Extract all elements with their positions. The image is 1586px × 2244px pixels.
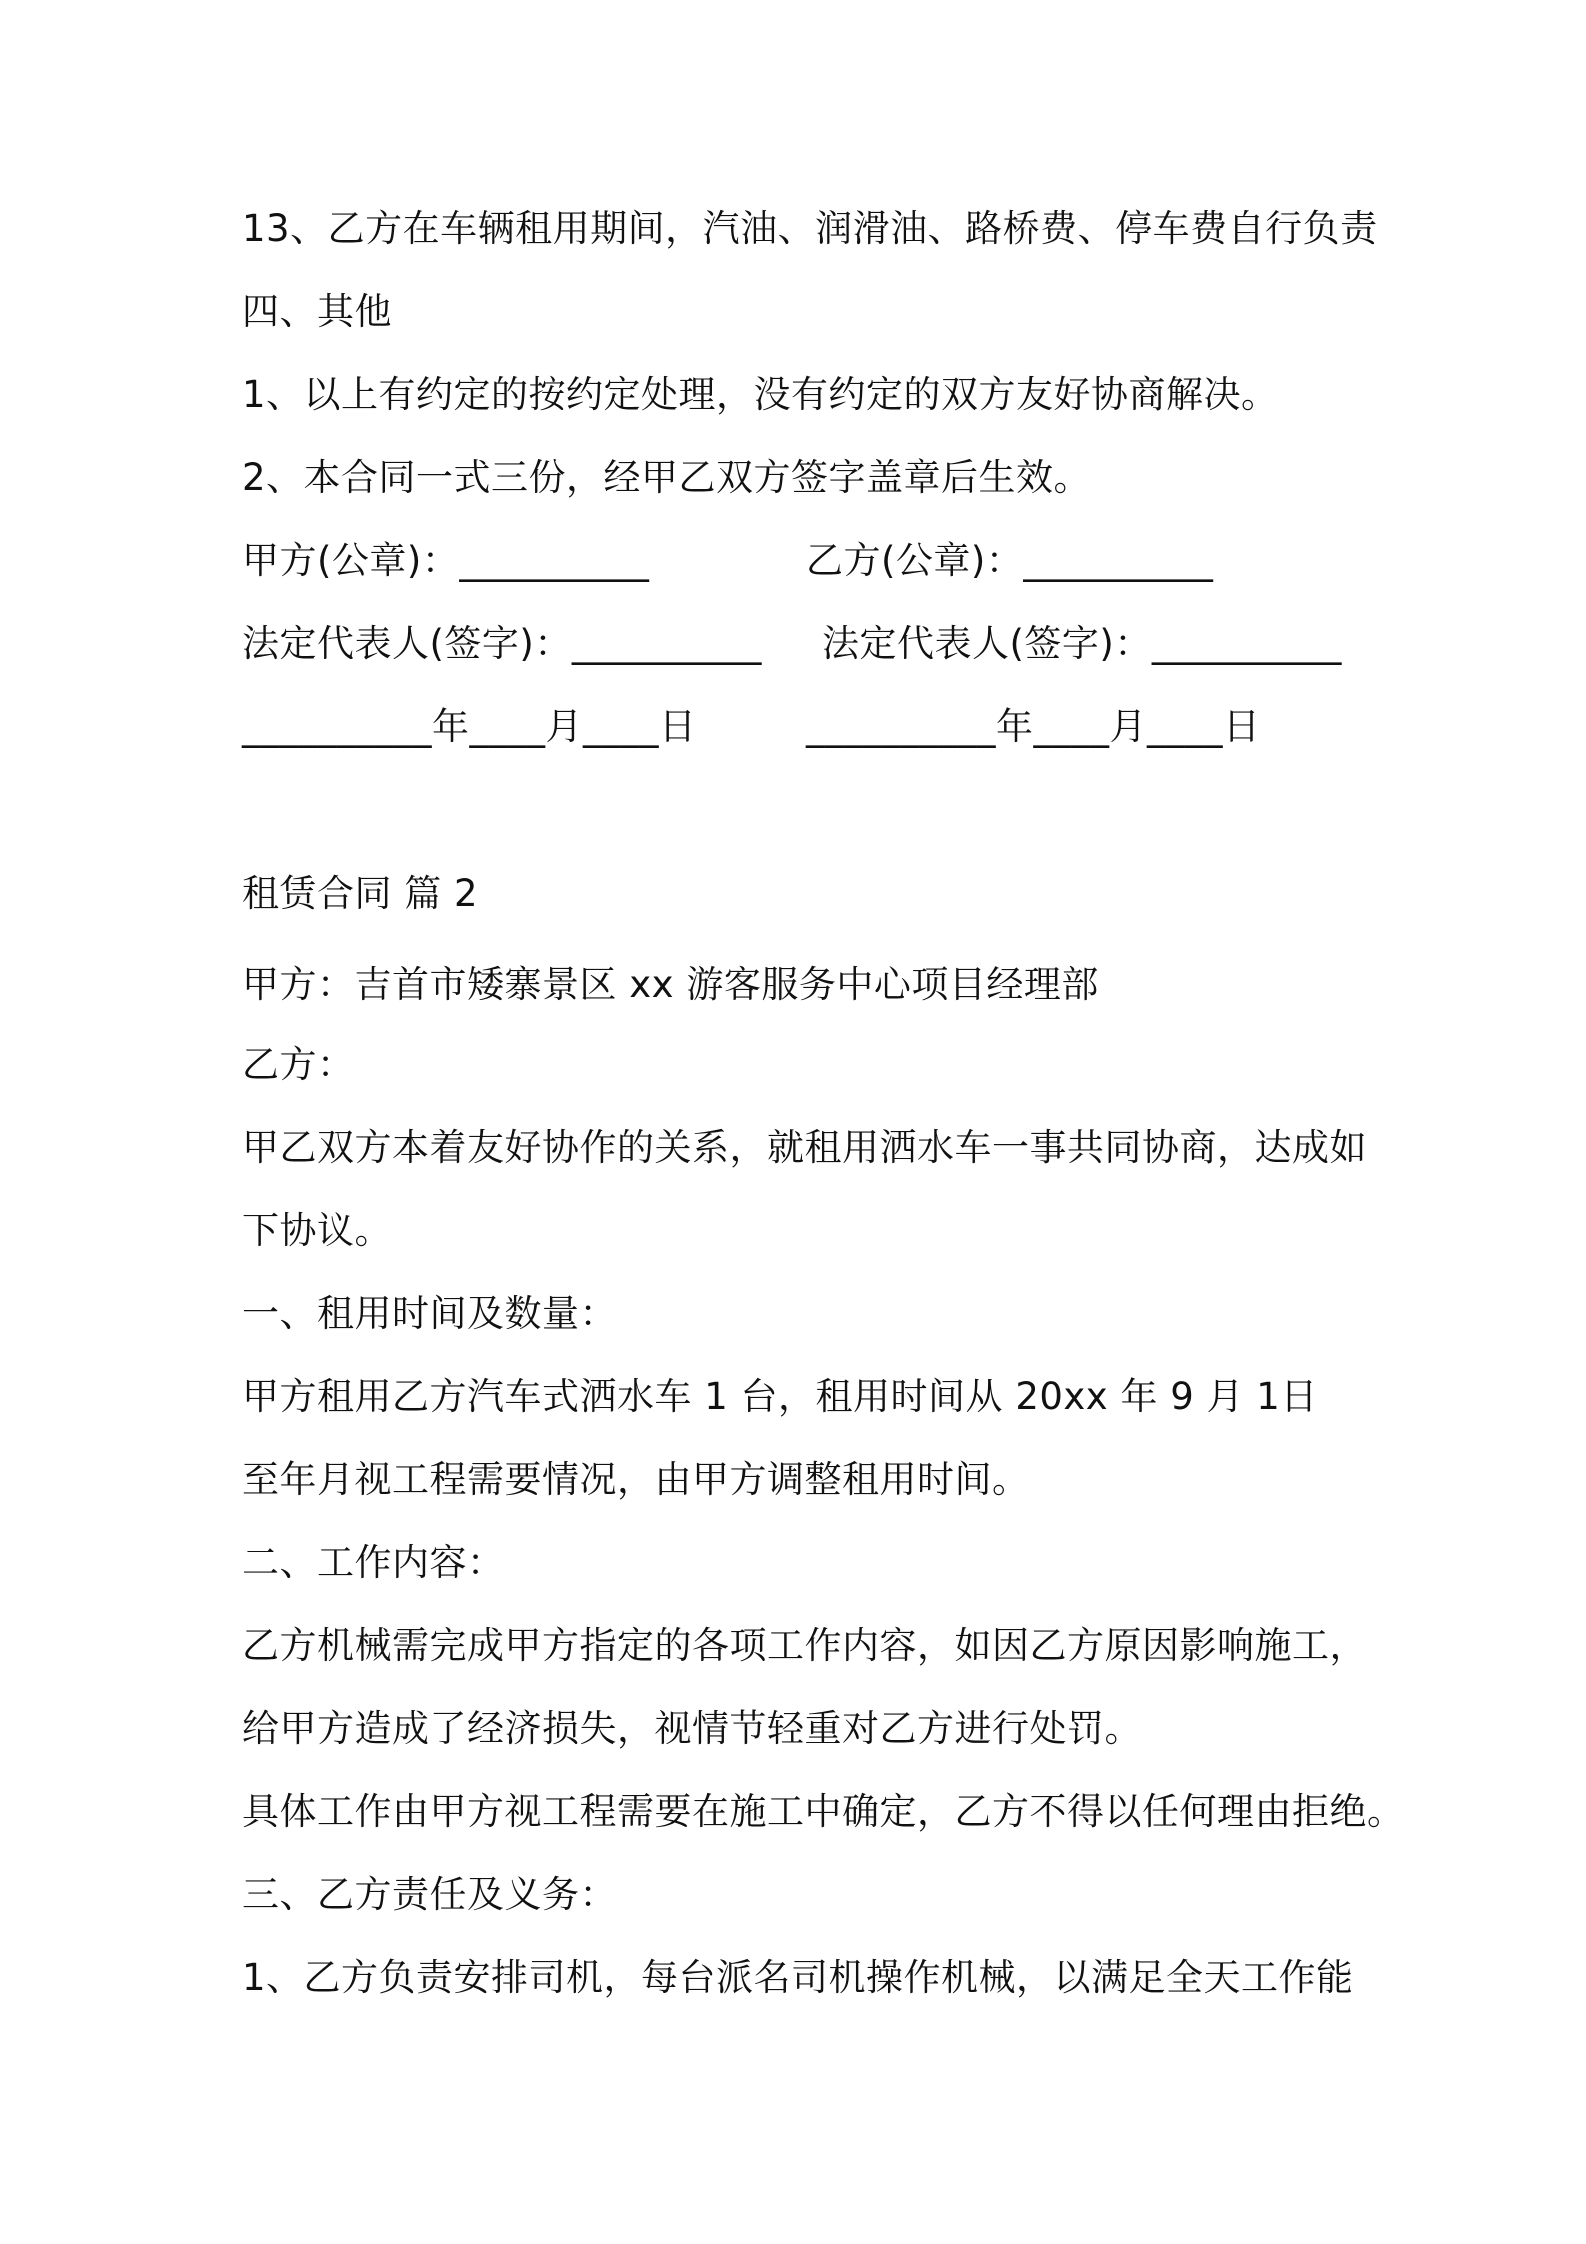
party-a-rep-field: 法定代表人(签字)：__________ bbox=[242, 622, 762, 665]
section-1-title: 一、租用时间及数量： bbox=[242, 1292, 617, 1335]
section-1-line-2: 至年月视工程需要情况，由甲方调整租用时间。 bbox=[242, 1458, 1030, 1501]
section-2-title: 二、工作内容： bbox=[242, 1541, 505, 1584]
section-4-title: 四、其他 bbox=[242, 290, 392, 333]
party-b-seal-field: 乙方(公章)：__________ bbox=[806, 539, 1214, 582]
section-4-item-1: 1、以上有约定的按约定处理，没有约定的双方友好协商解决。 bbox=[242, 373, 1279, 416]
party-b-date-field: __________年____月____日 bbox=[806, 705, 1261, 748]
section-2-line-2: 给甲方造成了经济损失，视情节轻重对乙方进行处罚。 bbox=[242, 1707, 1142, 1750]
party-b-name: 乙方： bbox=[242, 1043, 355, 1086]
section-2-line-3: 具体工作由甲方视工程需要在施工中确定，乙方不得以任何理由拒绝。 bbox=[242, 1790, 1405, 1833]
contract-2-heading: 租赁合同 篇 2 bbox=[242, 872, 479, 915]
intro-line-2: 下协议。 bbox=[242, 1209, 392, 1252]
section-4-item-2: 2、本合同一式三份，经甲乙双方签字盖章后生效。 bbox=[242, 456, 1092, 499]
party-b-rep-field: 法定代表人(签字)：__________ bbox=[822, 622, 1342, 665]
party-a-name: 甲方：吉首市矮寨景区 xx 游客服务中心项目经理部 bbox=[242, 963, 1099, 1006]
section-1-line-1: 甲方租用乙方汽车式洒水车 1 台，租用时间从 20xx 年 9 月 1日 bbox=[242, 1375, 1318, 1418]
section-3-item-1: 1、乙方负责安排司机，每台派名司机操作机械，以满足全天工作能 bbox=[242, 1956, 1354, 1999]
party-a-seal-field: 甲方(公章)：__________ bbox=[242, 539, 650, 582]
intro-line-1: 甲乙双方本着友好协作的关系，就租用洒水车一事共同协商，达成如 bbox=[242, 1126, 1367, 1169]
section-2-line-1: 乙方机械需完成甲方指定的各项工作内容，如因乙方原因影响施工， bbox=[242, 1624, 1367, 1667]
clause-13: 13、乙方在车辆租用期间，汽油、润滑油、路桥费、停车费自行负责 bbox=[242, 207, 1378, 250]
party-a-date-field: __________年____月____日 bbox=[242, 705, 697, 748]
section-3-title: 三、乙方责任及义务： bbox=[242, 1873, 617, 1916]
